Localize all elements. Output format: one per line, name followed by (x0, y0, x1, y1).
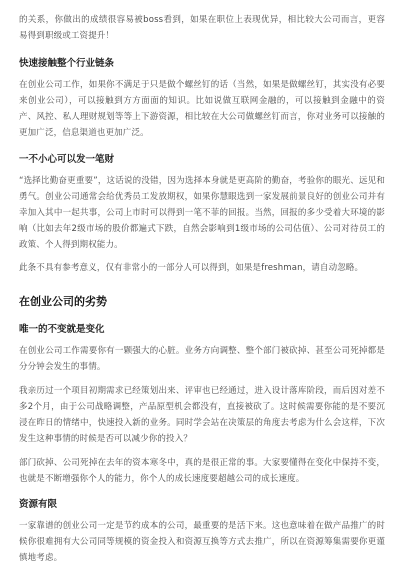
intro-paragraph: 的关系，你做出的成绩很容易被boss看到，如果在职位上表现优异，相比较大公司而言，更容易得到职级或工资提升！ (19, 15, 385, 41)
uncertainty-paragraph-1: 在创业公司工作需要你有一颗强大的心脏。业务方向调整、整个部门被砍掉、甚至公司死掉都是分分钟会发生的事情。 (19, 346, 385, 372)
stock-option-paragraph: “选择比勤奋更重要”，这话说的没错，因为选择本身就是更高阶的勤奋，考验你的眼光、远见和勇气。创业公司通常会给优秀员工发放期权，如果你慧眼选到一家发展前景良好的创业公司并有幸加入其中一起共事，公司上市时可以得到一笔不菲的回报。当然，回报的多少受着大环境的影响（比如去年2级市场的股价都遍式下跌，自然会影响到1级市场的公司估值）、公司对待员工的政策、个人得到期权能力。 (19, 176, 385, 250)
industry-chain-paragraph: 在创业公司工作，如果你不满足于只是做个螺丝钉的话（当然，如果是做螺丝钉，其实没有必要来创业公司），可以接触到方方面面的知识。比如说做互联网金融的，可以接触到金融中的资产、风控、私人理财规划等等上下游资源，相比较在大公司做螺丝钉而言，你对业务可以接触的更加广泛，信息渠道也更加广泛。 (19, 80, 385, 138)
uncertainty-heading: 唯一的不变就是变化 (19, 324, 105, 335)
industry-chain-heading: 快速接触整个行业链条 (19, 58, 115, 69)
uncertainty-paragraph-2: 我亲历过一个项目初期需求已经策划出来、评审也已经通过，进入设计落库阶段，而后因对差不多2个月，由于公司战略调整，产品原型机会都没有，直接被砍了。这时候需要你能的是不要沉浸在昨日的情绪中，快速投入新的业务。同时学会站在决策层的角度去考虑为什么会这样，下次发生这种事情的时候是否可以减少你的投入？ (19, 386, 385, 444)
uncertainty-paragraph-3: 部门砍掉、公司死掉在去年的资本寒冬中，真的是很正常的事。大家要懂得在变化中保持不变，也就是不断增强你个人的能力，你个人的成长速度要超越公司的成长速度。 (19, 458, 385, 484)
disadvantages-heading: 在创业公司的劣势 (19, 295, 107, 308)
stock-option-heading: 一不小心可以发一笔财 (19, 154, 115, 165)
resources-paragraph: 一家靠谱的创业公司一定是节约成本的公司，最重要的是活下来。这也意味着在做产品推广的时候你很难拥有大公司同等规模的资金投入和资源互换等方式去推广，所以在资源筹集需要你更谨慎地考虑。 (19, 521, 385, 563)
resources-heading: 资源有限 (19, 499, 58, 510)
stock-option-note: 此条不具有参考意义，仅有非常小的一部分人可以得到，如果是freshman，请自动忽略。 (19, 263, 364, 273)
